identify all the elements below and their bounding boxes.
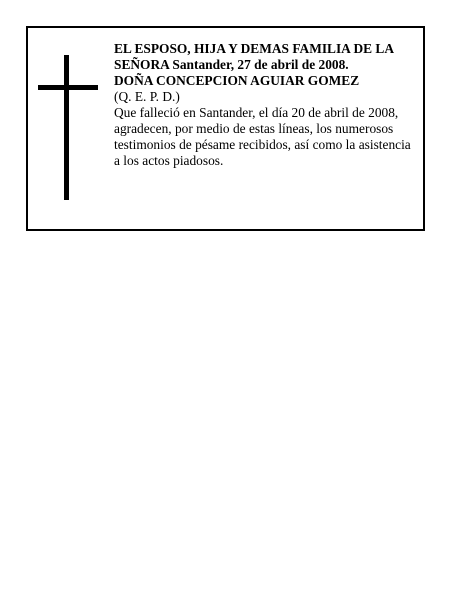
notice-text: [114, 41, 419, 169]
notice-header-line-2: SEÑORA Santander, 27 de abril de 2008.: [114, 57, 349, 72]
notice-header-line-1: EL ESPOSO, HIJA Y DEMAS FAMILIA DE LA: [114, 41, 395, 56]
notice-body: Que falleció en Santander, el día 20 de abril de 2008, agradecen, por medio de estas líneas, los numerosos testimonios de pésame recibidos, así como la asistencia a los actos piadosos.: [114, 105, 411, 168]
obituary-notice: [26, 26, 425, 231]
cross-horizontal-bar: [38, 85, 98, 90]
qepd-label: (Q. E. P. D.): [114, 89, 180, 104]
cross-vertical-bar: [64, 55, 69, 200]
latin-cross-icon: [38, 55, 98, 200]
deceased-name: DOÑA CONCEPCION AGUIAR GOMEZ: [114, 73, 360, 88]
